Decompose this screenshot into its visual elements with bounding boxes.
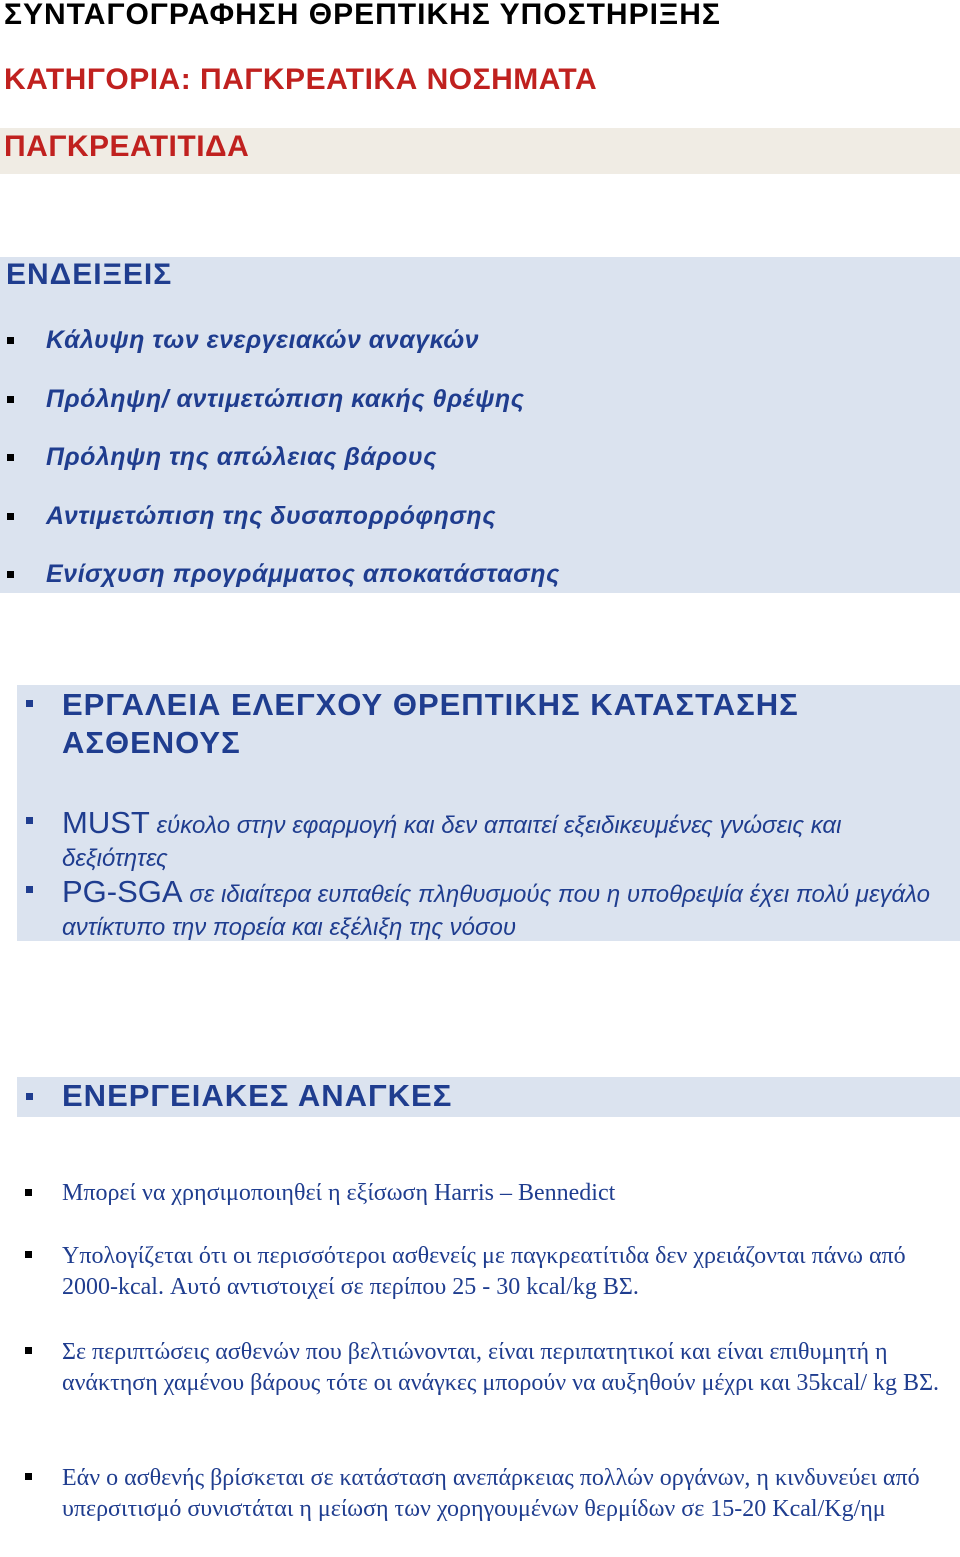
- energy-item: Σε περιπτώσεις ασθενών που βελτιώνονται, είναι περιπατητικοί και είναι επιθυμητή η ανάκτηση χαμένου βάρους τότε οι ανάγκες μπορούν να αυξηθούν μέχρι και 35kcal/ kg ΒΣ.: [62, 1339, 940, 1396]
- energy-heading: ΕΝΕΡΓΕΙΑΚΕΣ ΑΝΑΓΚΕΣ: [62, 1078, 453, 1113]
- indication-item: Πρόληψη/ αντιμετώπιση κακής θρέψης: [46, 385, 525, 413]
- bullet-square-icon: [7, 571, 14, 578]
- energy-item: Μπορεί να χρησιμοποιηθεί η εξίσωση Harris – Bennedict: [62, 1180, 616, 1206]
- tool-item-must: [62, 806, 952, 875]
- bullet-square-icon: [25, 1473, 32, 1480]
- indication-item: Αντιμετώπιση της δυσαπορρόφησης: [46, 502, 497, 530]
- bullet-square-icon: [26, 1093, 33, 1100]
- bullet-square-icon: [7, 513, 14, 520]
- tool-item-pgsga: [62, 875, 952, 944]
- energy-item: Υπολογίζεται ότι οι περισσότεροι ασθενείς με παγκρεατίτιδα δεν χρειάζονται πάνω από 2000-kcal. Αυτό αντιστοιχεί σε περίπου 25 - 30 kcal/kg ΒΣ.: [62, 1243, 906, 1300]
- subcategory-heading: ΠΑΓΚΡΕΑΤΙΤΙΔΑ: [4, 130, 250, 163]
- tool-description: εύκολο στην εφαρμογή και δεν απαιτεί εξειδικευμένες γνώσεις και δεξιότητες: [62, 812, 842, 872]
- bullet-square-icon: [7, 396, 14, 403]
- energy-item: Εάν ο ασθενής βρίσκεται σε κατάσταση ανεπάρκειας πολλών οργάνων, η κινδυνεύει από υπερσιτισμό συνιστάται η μείωση των χορηγουμένων θερμίδων σε 15-20 Kcal/Kg/ημ: [62, 1465, 920, 1522]
- bullet-square-icon: [26, 700, 33, 707]
- category-heading: ΚΑΤΗΓΟΡΙΑ: ΠΑΓΚΡΕΑΤΙΚΑ ΝΟΣΗΜΑΤΑ: [4, 63, 598, 96]
- tool-description: σε ιδιαίτερα ευπαθείς πληθυσμούς που η υποθρεψία έχει πολύ μεγάλο αντίκτυπο την πορεία και εξέλιξη της νόσου: [62, 881, 931, 941]
- bullet-square-icon: [7, 337, 14, 344]
- bullet-square-icon: [7, 454, 14, 461]
- tool-abbreviation: MUST: [62, 805, 150, 840]
- tool-abbreviation: PG-SGA: [62, 874, 183, 909]
- tools-heading: ΕΡΓΑΛΕΙΑ ΕΛΕΓΧΟΥ ΘΡΕΠΤΙΚΗΣ ΚΑΤΑΣΤΑΣΗΣ ΑΣΘΕΝΟΥΣ: [62, 687, 799, 760]
- bullet-square-icon: [25, 1189, 32, 1196]
- indication-item: Πρόληψη της απώλειας βάρους: [46, 443, 437, 471]
- indications-heading: ΕΝΔΕΙΞΕΙΣ: [6, 258, 173, 291]
- indication-item: Κάλυψη των ενεργειακών αναγκών: [46, 326, 480, 354]
- indications-panel: [0, 257, 960, 593]
- bullet-square-icon: [25, 1251, 32, 1258]
- indication-item: Ενίσχυση προγράμματος αποκατάστασης: [46, 560, 560, 588]
- bullet-square-icon: [26, 886, 33, 893]
- bullet-square-icon: [25, 1347, 32, 1354]
- document-title: ΣΥΝΤΑΓΟΓΡΑΦΗΣΗ ΘΡΕΠΤΙΚΗΣ ΥΠΟΣΤΗΡΙΞΗΣ: [4, 0, 721, 31]
- bullet-square-icon: [26, 817, 33, 824]
